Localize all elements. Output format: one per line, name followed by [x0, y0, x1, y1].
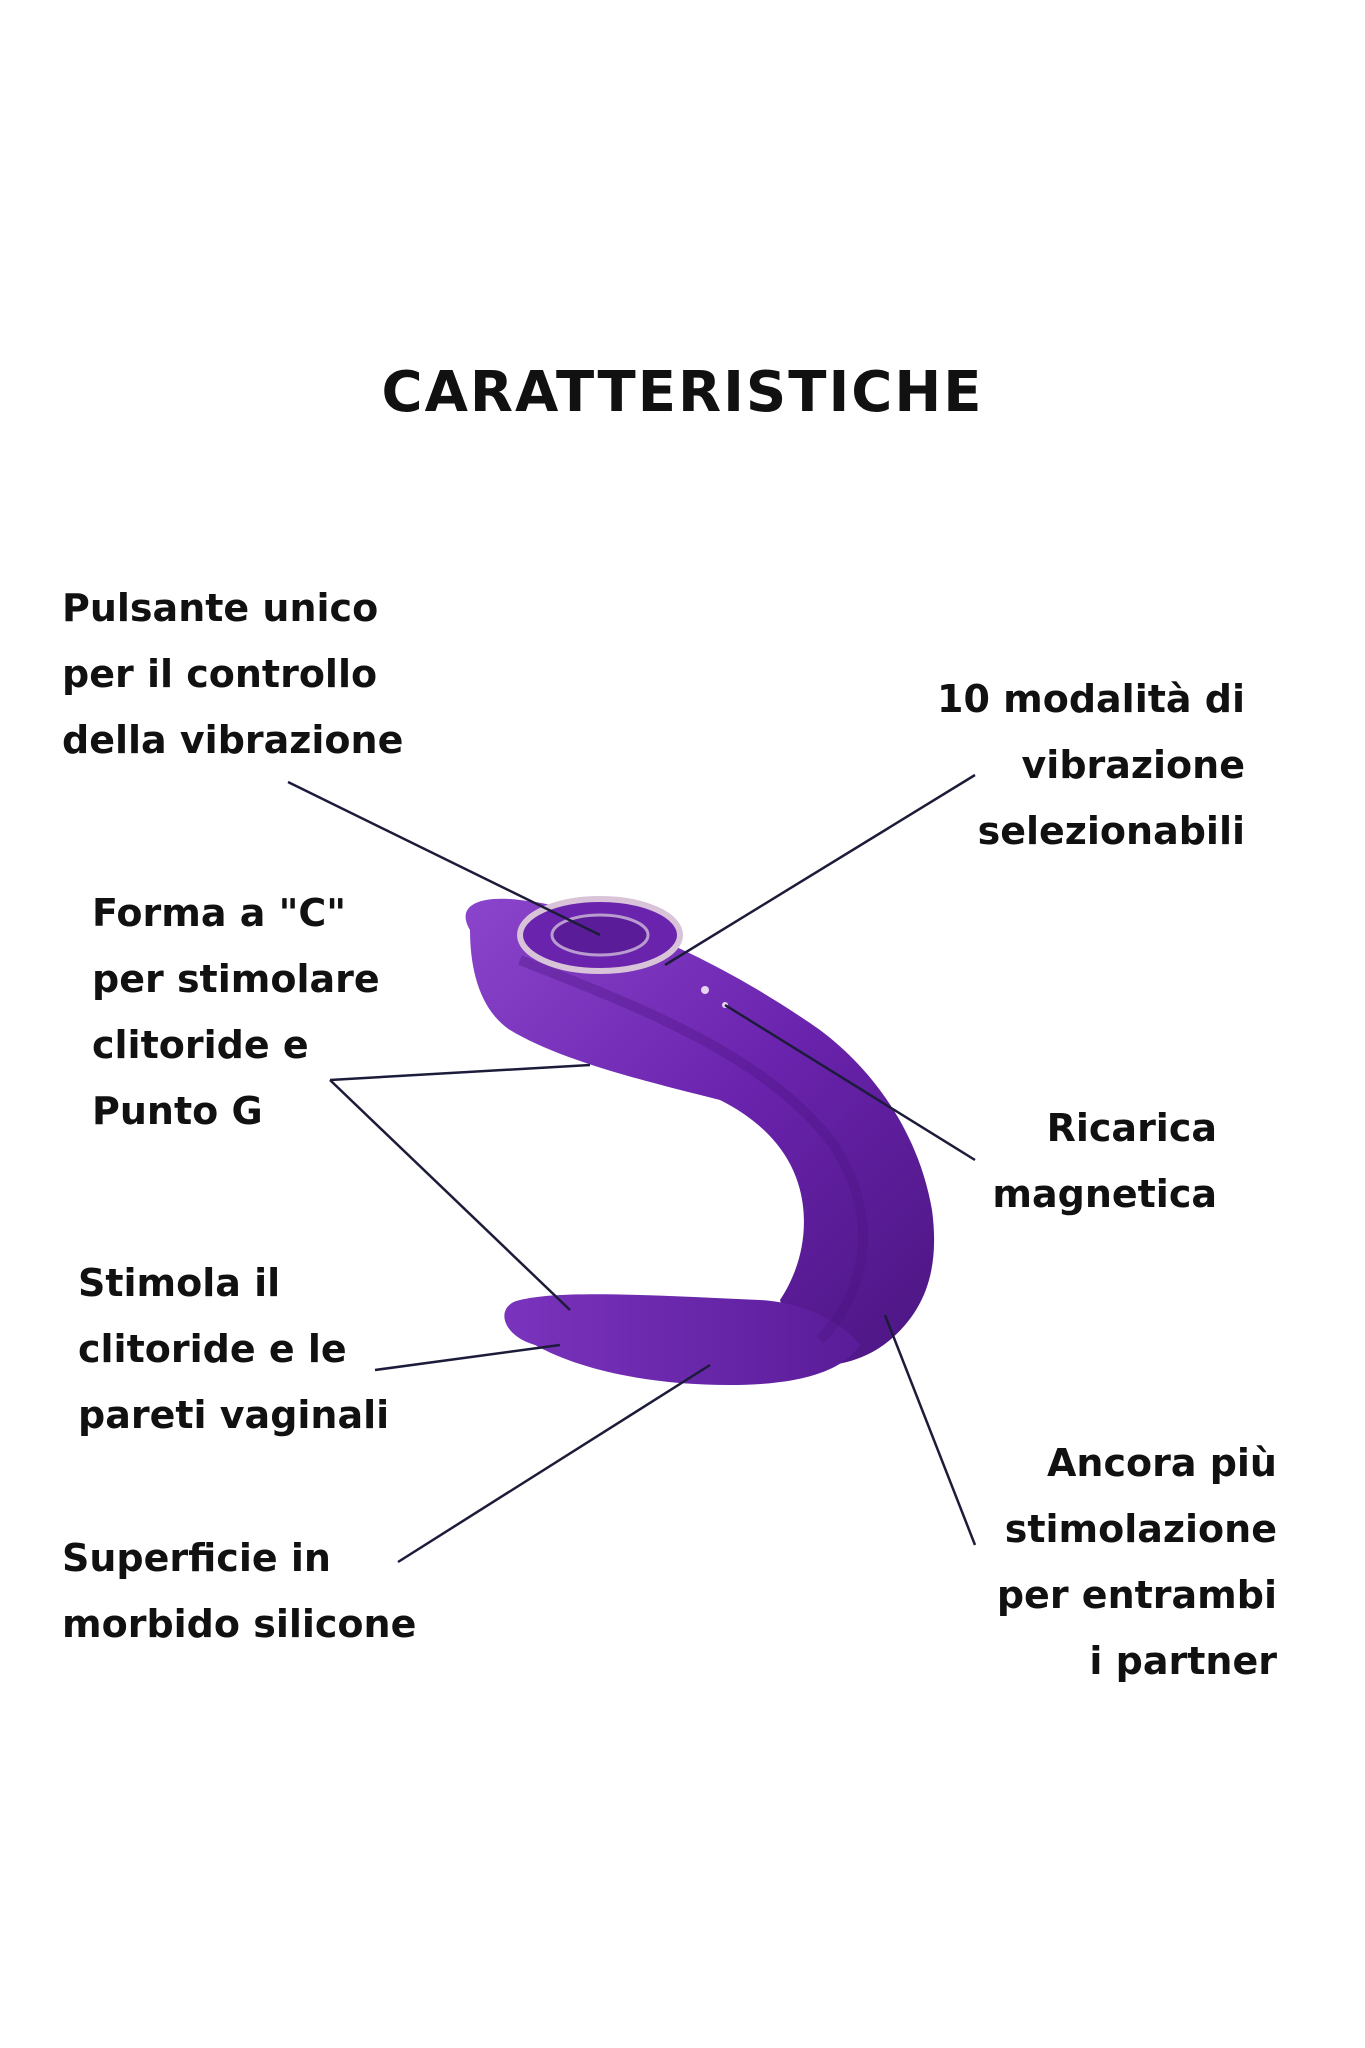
callout-shape-line: clitoride e [92, 1023, 309, 1067]
callout-charging-line: magnetica [992, 1172, 1217, 1216]
callout-stimulates-line: clitoride e le [78, 1327, 347, 1371]
callout-partners [997, 1430, 1277, 1694]
callout-partners-line: Ancora più [1047, 1441, 1277, 1485]
leader-surface [398, 1365, 710, 1562]
callout-partners-line: i partner [1089, 1639, 1277, 1683]
callout-stimulates-line: Stimola il [78, 1261, 281, 1305]
callout-partners-line: stimolazione [1004, 1507, 1277, 1551]
callout-shape-line: Punto G [92, 1089, 263, 1133]
callout-button [62, 575, 403, 773]
callout-button-line: per il controllo [62, 652, 378, 696]
callout-button-line: della vibrazione [62, 718, 404, 762]
vibrator-device [466, 899, 935, 1385]
callout-button-line: Pulsante unico [62, 586, 379, 630]
leader-stimulates [375, 1345, 560, 1370]
leader-modes [665, 775, 975, 965]
callout-shape-line: per stimolare [92, 957, 380, 1001]
callout-shape [92, 880, 380, 1144]
callout-surface [62, 1525, 416, 1657]
callout-surface-line: morbido silicone [62, 1602, 417, 1646]
leader-partners [885, 1315, 975, 1545]
callout-modes-line: vibrazione [1021, 743, 1245, 787]
callout-stimulates [78, 1250, 389, 1448]
callout-modes [937, 666, 1245, 864]
callout-surface-line: Superficie in [62, 1536, 331, 1580]
callout-shape-line: Forma a "C" [92, 891, 347, 935]
callout-stimulates-line: pareti vaginali [78, 1393, 390, 1437]
charging-contact [701, 986, 709, 994]
callout-modes-line: 10 modalità di [937, 677, 1245, 721]
callout-partners-line: per entrambi [996, 1573, 1277, 1617]
page-title: CARATTERISTICHE [381, 360, 984, 425]
callout-modes-line: selezionabili [977, 809, 1245, 853]
callout-charging-line: Ricarica [1046, 1106, 1217, 1150]
callout-charging [992, 1095, 1217, 1227]
